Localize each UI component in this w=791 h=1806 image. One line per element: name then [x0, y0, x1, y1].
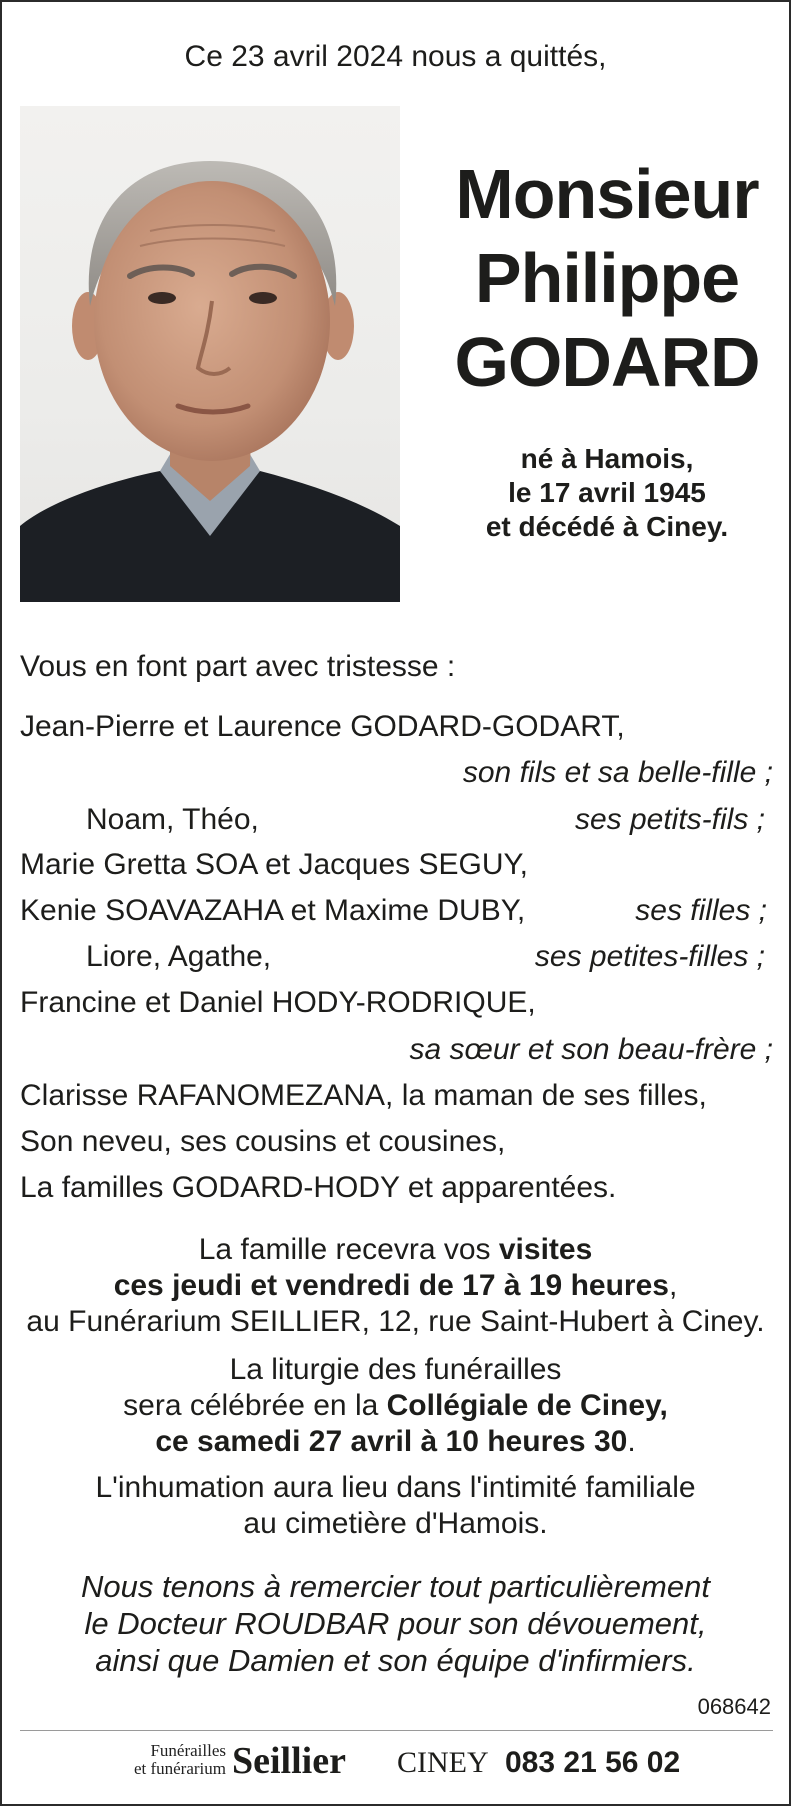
- liturgy-line-3: ce samedi 27 avril à 10 heures 30.: [155, 1425, 636, 1458]
- burial-info: [2, 1470, 789, 1542]
- tagline-line-1: Funérailles: [150, 1741, 226, 1760]
- family-line-7: Clarisse RAFANOMEZANA, la maman de ses filles,: [20, 1079, 707, 1112]
- portrait-image: [20, 106, 400, 602]
- deceased-name: [442, 152, 772, 404]
- family-line-5: Liore, Agathe,: [86, 940, 272, 973]
- thanks-line-3: ainsi que Damien et son équipe d'infirmiers.: [95, 1643, 696, 1678]
- birth-place: né à Hamois,: [520, 443, 694, 474]
- visits-line-1: [2, 1232, 789, 1268]
- liturgy-date: ce samedi 27 avril à 10 heures 30: [155, 1425, 628, 1458]
- funeral-home-tagline: [120, 1742, 226, 1778]
- family-line-2: Noam, Théo,: [86, 803, 259, 836]
- family-relation-2: ses petits-fils ;: [574, 803, 765, 836]
- tagline-line-2: et funérarium: [133, 1759, 226, 1778]
- reference-number: 068642: [697, 1694, 771, 1719]
- liturgy-info: [2, 1352, 789, 1460]
- name-title: Monsieur: [455, 155, 759, 233]
- burial-line-1: L'inhumation aura lieu dans l'intimité familiale: [95, 1471, 696, 1504]
- funeral-home-phone: 083 21 56 02: [505, 1746, 681, 1779]
- family-relation-5: ses petites-filles ;: [534, 940, 765, 973]
- visits-location: au Funérarium SEILLIER, 12, rue Saint-Hubert à Ciney.: [26, 1305, 765, 1338]
- birth-death-info: [442, 442, 772, 544]
- liturgy-line-1: La liturgie des funérailles: [229, 1353, 562, 1386]
- family-line-1: Jean-Pierre et Laurence GODARD-GODART,: [20, 710, 625, 743]
- liturgy-place: Collégiale de Ciney,: [386, 1389, 668, 1422]
- footer-divider: [20, 1730, 773, 1731]
- visits-info: [2, 1232, 789, 1340]
- portrait-photo: [20, 106, 400, 602]
- funeral-home-city: CINEY: [397, 1746, 489, 1779]
- intro-line: Ce 23 avril 2024 nous a quittés,: [184, 40, 607, 73]
- family-relation-4: ses filles ;: [635, 894, 767, 927]
- name-last: GODARD: [454, 323, 760, 401]
- family-line-6: Francine et Daniel HODY-RODRIQUE,: [20, 986, 536, 1019]
- family-line-8: Son neveu, ses cousins et cousines,: [20, 1125, 506, 1158]
- family-line-4: Kenie SOAVAZAHA et Maxime DUBY,: [20, 894, 526, 927]
- visits-bold: visites: [498, 1233, 593, 1266]
- family-relation-1: son fils et sa belle-fille ;: [462, 756, 773, 789]
- family-relation-6: sa sœur et son beau-frère ;: [409, 1033, 773, 1066]
- family-line-3: Marie Gretta SOA et Jacques SEGUY,: [20, 848, 529, 881]
- birth-date: le 17 avril 1945: [508, 477, 706, 508]
- thanks-line-1: Nous tenons à remercier tout particulièrement: [81, 1569, 710, 1604]
- funeral-home-logo: Seillier: [232, 1740, 346, 1782]
- liturgy-line-2: sera célébrée en la Collégiale de Ciney,: [123, 1389, 668, 1422]
- visits-text: La famille recevra vos: [198, 1233, 499, 1266]
- visits-days: ces jeudi et vendredi de 17 à 19 heures: [113, 1269, 669, 1302]
- death-place: et décédé à Ciney.: [485, 511, 729, 542]
- burial-line-2: au cimetière d'Hamois.: [243, 1507, 548, 1540]
- visits-line-2: ces jeudi et vendredi de 17 à 19 heures,: [113, 1269, 678, 1302]
- thanks-message: [2, 1568, 789, 1679]
- family-line-9: La familles GODARD-HODY et apparentées.: [20, 1171, 617, 1204]
- name-first: Philippe: [474, 239, 740, 317]
- family-intro: Vous en font part avec tristesse :: [20, 650, 456, 683]
- thanks-line-2: le Docteur ROUDBAR pour son dévouement,: [84, 1606, 707, 1641]
